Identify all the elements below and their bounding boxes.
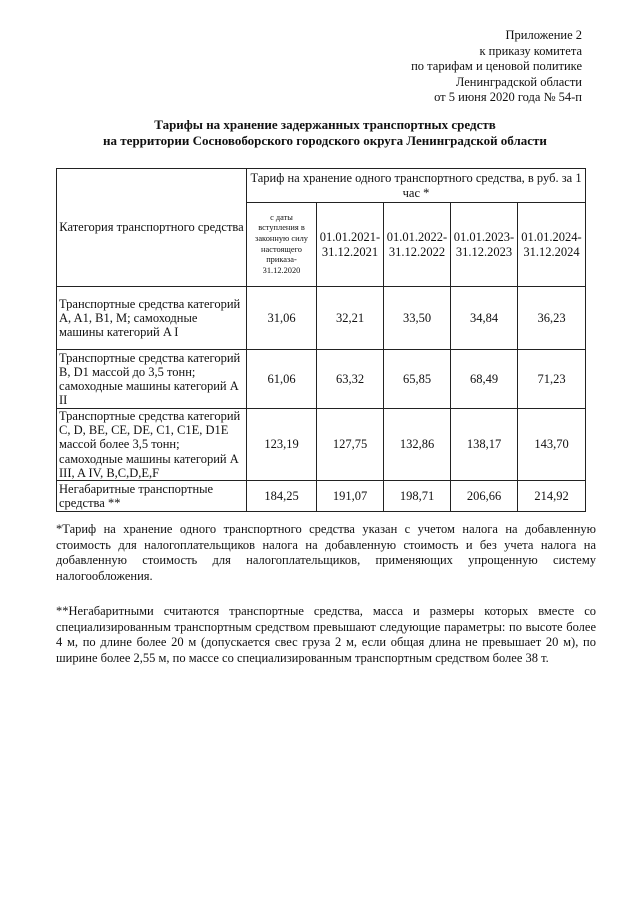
tariff-value: 143,70 xyxy=(518,409,586,481)
category-cell: Транспортные средства категорий B, D1 массой до 3,5 тонн; самоходные машины категорий A II xyxy=(57,350,247,409)
appendix-line: по тарифам и ценовой политике xyxy=(411,59,582,74)
document-title xyxy=(40,117,610,148)
tariff-value: 127,75 xyxy=(317,409,384,481)
tariff-value: 68,49 xyxy=(451,350,518,409)
tariff-value: 132,86 xyxy=(384,409,451,481)
tariff-value: 32,21 xyxy=(317,287,384,350)
tariff-value: 191,07 xyxy=(317,481,384,512)
category-cell: Транспортные средства категорий A, A1, B1, M; самоходные машины категорий A I xyxy=(57,287,247,350)
category-column-header: Категория транспортного средства xyxy=(57,169,247,287)
tariff-value: 138,17 xyxy=(451,409,518,481)
tariff-value: 61,06 xyxy=(247,350,317,409)
appendix-line: к приказу комитета xyxy=(479,43,582,58)
tariff-value: 33,50 xyxy=(384,287,451,350)
table-row xyxy=(57,409,586,481)
category-cell: Транспортные средства категорий C, D, BE, CE, DE, C1, C1E, D1E массой более 3,5 тонн; самоходные машины категорий A III, A IV, B,C,D,E,F xyxy=(57,409,247,481)
footnote-text: **Негабаритными считаются транспортные средства, масса и размеры которых вместе со специализированным транспортным средством превышают следующие параметры: по высоте более 4 м, по длине более 20 м (допускается свес груза 2 м, если общая длина не превышает 20 м), по ширине более 2,55 м, по массе со специализированным транспортным средством более 38 т. xyxy=(56,604,596,665)
period-header: 01.01.2024- 31.12.2024 xyxy=(518,203,586,287)
appendix-line: от 5 июня 2020 года № 54-п xyxy=(434,90,582,105)
footnote-oversized xyxy=(56,604,596,666)
tariff-value: 123,19 xyxy=(247,409,317,481)
appendix-header xyxy=(342,28,582,106)
footnote-text: *Тариф на хранение одного транспортного средства указан с учетом налога на добавленную стоимость для налогоплательщиков налога на добавленную стоимость и без учета налога на добавленную стоимость для налогоплательщиков, применяющих упрощенную систему налогообложения. xyxy=(56,522,596,583)
tariff-value: 34,84 xyxy=(451,287,518,350)
tariff-value: 184,25 xyxy=(247,481,317,512)
period-header: 01.01.2023- 31.12.2023 xyxy=(451,203,518,287)
tariff-value: 36,23 xyxy=(518,287,586,350)
tariff-value: 63,32 xyxy=(317,350,384,409)
tariff-table xyxy=(56,168,586,512)
appendix-line: Ленинградской области xyxy=(455,74,582,89)
category-cell: Негабаритные транспортные средства ** xyxy=(57,481,247,512)
table-row xyxy=(57,287,586,350)
tariff-value: 206,66 xyxy=(451,481,518,512)
table-header-row xyxy=(57,169,586,203)
appendix-line: Приложение 2 xyxy=(505,28,582,42)
tariff-value: 31,06 xyxy=(247,287,317,350)
tariff-column-header: Тариф на хранение одного транспортного средства, в руб. за 1 час * xyxy=(247,169,586,203)
tariff-value: 71,23 xyxy=(518,350,586,409)
title-line-2: на территории Сосновоборского городского округа Ленинградской области xyxy=(103,132,547,148)
tariff-value: 214,92 xyxy=(518,481,586,512)
table-row xyxy=(57,481,586,512)
tariff-value: 198,71 xyxy=(384,481,451,512)
period-header: 01.01.2021- 31.12.2021 xyxy=(317,203,384,287)
footnote-vat xyxy=(56,522,596,584)
table-row xyxy=(57,350,586,409)
tariff-value: 65,85 xyxy=(384,350,451,409)
period-header: 01.01.2022- 31.12.2022 xyxy=(384,203,451,287)
title-line-1: Тарифы на хранение задержанных транспортных средств xyxy=(154,117,496,132)
period-header: с даты вступления в законную силу настоящего приказа- 31.12.2020 xyxy=(247,203,317,287)
